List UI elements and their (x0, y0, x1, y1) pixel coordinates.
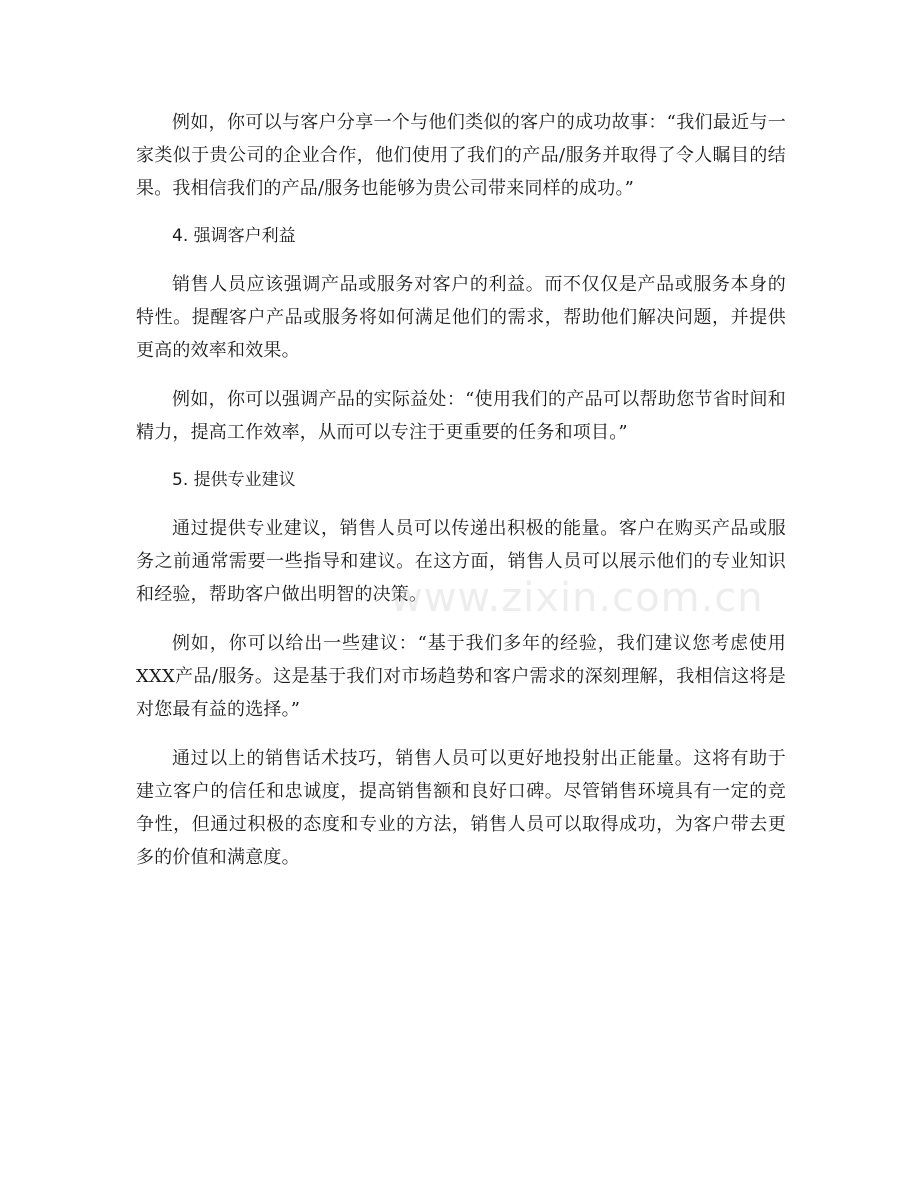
document-body (136, 106, 786, 874)
paragraph-example-benefits: 例如，你可以强调产品的实际益处：“使用我们的产品可以帮助您节省时间和精力，提高工作效率，从而可以专注于更重要的任务和项目。” (136, 389, 786, 443)
section-heading-professional-advice: 5. 提供专业建议 (172, 470, 296, 490)
paragraph-customer-benefits: 销售人员应该强调产品或服务对客户的利益。而不仅仅是产品或服务本身的特性。提醒客户产品或服务将如何满足他们的需求，帮助他们解决问题，并提供更高的效率和效果。 (136, 274, 786, 361)
paragraph-professional-advice: 通过提供专业建议，销售人员可以传递出积极的能量。客户在购买产品或服务之前通常需要一些指导和建议。在这方面，销售人员可以展示他们的专业知识和经验，帮助客户做出明智的决策。 (136, 518, 786, 605)
paragraph-conclusion: 通过以上的销售话术技巧，销售人员可以更好地投射出正能量。这将有助于建立客户的信任和忠诚度，提高销售额和良好口碑。尽管销售环境具有一定的竞争性，但通过积极的态度和专业的方法，销售人员可以取得成功，为客户带去更多的价值和满意度。 (136, 748, 786, 868)
paragraph-example-success-story: 例如，你可以与客户分享一个与他们类似的客户的成功故事：“我们最近与一家类似于贵公司的企业合作，他们使用了我们的产品/服务并取得了令人瞩目的结果。我相信我们的产品/服务也能够为贵公司带来同样的成功。” (136, 112, 786, 199)
watermark-text: www.zixin.com.cn (390, 575, 764, 621)
section-heading-customer-benefits: 4. 强调客户利益 (172, 226, 296, 246)
paragraph-example-advice: 例如，你可以给出一些建议：“基于我们多年的经验，我们建议您考虑使用XXX产品/服务。这是基于我们对市场趋势和客户需求的深刻理解，我相信这将是对您最有益的选择。” (136, 633, 786, 720)
